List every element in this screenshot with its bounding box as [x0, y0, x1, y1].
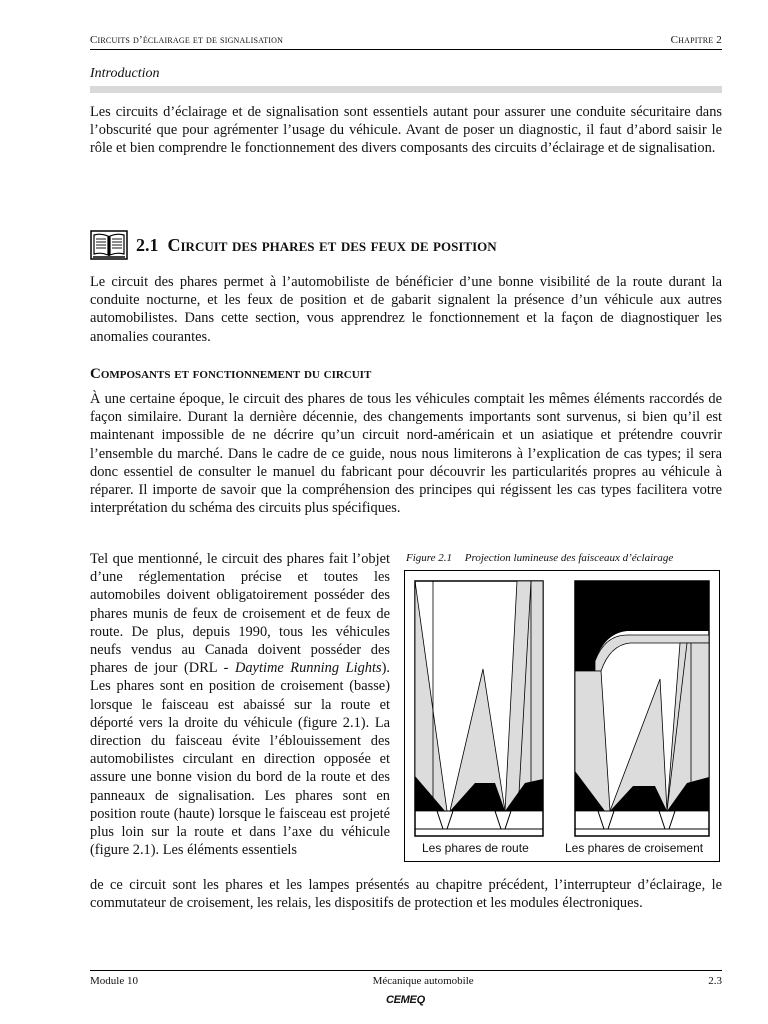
- low-beam-panel: [575, 581, 709, 836]
- bottom-paragraph: de ce circuit sont les phares et les lampes présentés au chapitre précédent, l’interrupteur d’éclairage, le commutateur de croisement, les relais, les dispositifs de protection et les modules électroniques.: [90, 877, 722, 912]
- drl-italic-term: Daytime Running Lights: [234, 660, 382, 677]
- subsection-title: Composants et fonctionnement du circuit: [90, 366, 372, 382]
- page-footer: [90, 970, 722, 987]
- footer-page-number: 2.3: [708, 975, 722, 987]
- figure-caption: [406, 552, 673, 564]
- high-beam-panel: [415, 581, 543, 836]
- headlights-paragraph-part1: Tel que mentionné, le circuit des phares fait l’objet d’une réglementation précise et toutes les automobiles doivent obligatoirement posséder des phares munis de feux de croisement et de feux de route. De plus, depuis 1990, tous les véhicules neufs vendus au Canada doivent posséder des phares de jour (DRL -: [90, 551, 390, 677]
- header-chapter-title: Circuits d’éclairage et de signalisation: [90, 34, 284, 46]
- figure-number: Figure 2.1: [406, 552, 453, 564]
- header-chapter-number: Chapitre 2: [670, 34, 722, 46]
- high-beam-label: Les phares de route: [422, 841, 529, 855]
- section-heading: [90, 230, 497, 260]
- figure-caption-text: Projection lumineuse des faisceaux d’éclairage: [464, 552, 674, 564]
- section-label: Introduction: [90, 66, 160, 81]
- figure-beam-projection: [404, 570, 720, 862]
- components-paragraph: À une certaine époque, le circuit des phares de tous les véhicules comptait les mêmes éléments raccordés de façon similaire. Durant la dernière décennie, des changements importants sont survenus, si bien qu’il est maintenant impossible de ne décrire qu’un circuit nord-américain et un asiatique et prétendre couvrir l’ensemble du marché. Dans le cadre de ce guide, nous nous limiterons à l’explication de cas types; il sera donc essentiel de consulter le manuel du fabricant pour découvrir les particularités propres au véhicule à réparer. Il importe de savoir que la compréhension des principes qui régissent les cas types facilitera votre interprétation du schéma des circuits plus spécifiques.: [90, 391, 722, 517]
- footer-course: Mécanique automobile: [372, 975, 474, 987]
- section-divider-bar: [90, 86, 722, 93]
- headlights-paragraph: [90, 550, 390, 859]
- intro-paragraph: Les circuits d’éclairage et de signalisation sont essentiels autant pour assurer une conduite sécuritaire dans l’obscurité que pour agrémenter l’usage du véhicule. Avant de poser un diagnostic, il faut d’abord saisir le rôle et bien comprendre le fonctionnement des divers composants des circuits d’éclairage et de signalisation.: [90, 104, 722, 157]
- headlights-paragraph-part2: ). Les phares sont en position de croisement (basse) lorsque le faisceau est abaissé sur la route et déporté vers la droite du véhicule (figure 2.1). La direction du faisceau évite l’éblouissement des automobilistes circulant en direction opposée et assure une bonne vision du bord de la route et des panneaux de signalisation. Les phares sont en position route (haute) lorsque le faisceau est projeté plus loin sur la route et dans l’axe du véhicule (figure 2.1). Les éléments essentiels: [90, 660, 390, 859]
- section-number: 2.1: [136, 234, 159, 255]
- book-icon: [90, 230, 128, 260]
- low-beam-label: Les phares de croisement: [565, 841, 704, 855]
- cemeq-logo: CEMEQ: [386, 994, 425, 1006]
- beam-diagram: [405, 571, 719, 861]
- section-title-text: Circuit des phares et des feux de position: [167, 234, 497, 255]
- circuit-paragraph: Le circuit des phares permet à l’automobiliste de bénéficier d’une bonne visibilité de la route durant la conduite nocturne, et les feux de position et de gabarit signalent la présence d’un véhicule aux autres automobilistes. Dans cette section, vous apprendrez le fonctionnement et la façon de diagnostiquer les anomalies courantes.: [90, 274, 722, 345]
- section-title: [136, 235, 497, 256]
- page-header: [90, 34, 722, 50]
- footer-module: Module 10: [90, 975, 138, 987]
